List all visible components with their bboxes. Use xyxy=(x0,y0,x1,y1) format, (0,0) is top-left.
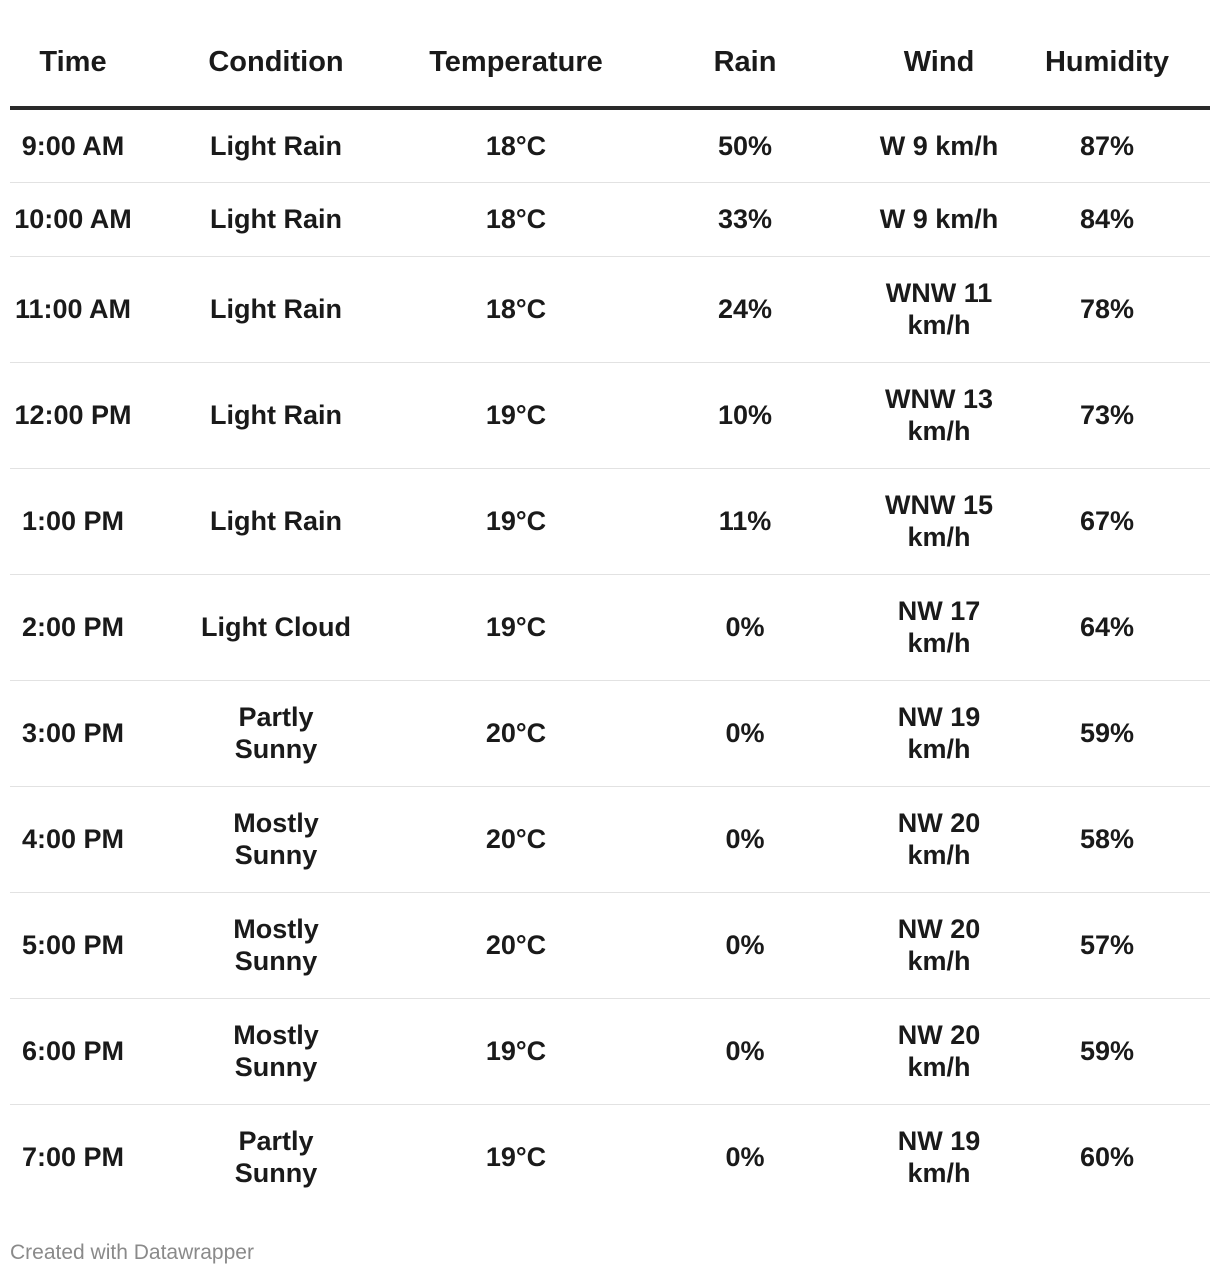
condition-cell: Light Rain xyxy=(136,182,416,256)
humidity-cell: 64% xyxy=(1004,574,1210,680)
humidity-cell: 59% xyxy=(1004,998,1210,1104)
table-row xyxy=(10,108,1210,182)
condition-cell: Light Rain xyxy=(136,468,416,574)
humidity-cell: 67% xyxy=(1004,468,1210,574)
table-row xyxy=(10,680,1210,786)
wind-cell: NW 19 km/h xyxy=(897,1126,981,1189)
temperature-cell: 20°C xyxy=(416,892,616,998)
time-cell: 6:00 PM xyxy=(10,998,136,1104)
temperature-cell: 18°C xyxy=(416,108,616,182)
wind-cell: WNW 13 km/h xyxy=(874,362,1004,468)
table-row xyxy=(10,362,1210,468)
wind-cell: W 9 km/h xyxy=(874,182,1004,256)
humidity-cell: 78% xyxy=(1004,256,1210,362)
rain-cell: 0% xyxy=(616,998,874,1104)
rain-cell: 11% xyxy=(616,468,874,574)
wind-cell: NW 17 km/h xyxy=(874,574,1004,680)
wind-cell: W 9 km/h xyxy=(874,108,1004,182)
condition-cell: Light Cloud xyxy=(136,574,416,680)
wind-cell: NW 20 km/h xyxy=(874,892,1004,998)
rain-cell: 0% xyxy=(725,1142,765,1173)
column-header-condition: Condition xyxy=(136,26,416,108)
humidity-cell: 59% xyxy=(1004,680,1210,786)
table-row xyxy=(10,786,1210,892)
wind-cell: NW 20 km/h xyxy=(874,998,1004,1104)
rain-cell: 0% xyxy=(616,892,874,998)
hourly-weather-table xyxy=(10,26,1210,1210)
humidity-cell: 60% xyxy=(1079,1142,1135,1173)
time-cell: 2:00 PM xyxy=(10,574,136,680)
time-cell: 11:00 AM xyxy=(10,256,136,362)
header-row xyxy=(10,26,1210,108)
temperature-cell: 20°C xyxy=(416,786,616,892)
temperature-cell: 18°C xyxy=(416,256,616,362)
rain-cell: 10% xyxy=(616,362,874,468)
datawrapper-credit: Created with Datawrapper xyxy=(10,1241,254,1264)
column-header-rain: Rain xyxy=(616,26,874,108)
time-cell: 7:00 PM xyxy=(21,1142,125,1173)
table-row xyxy=(10,892,1210,998)
humidity-cell: 58% xyxy=(1004,786,1210,892)
condition-cell: Mostly Sunny xyxy=(136,998,416,1104)
temperature-cell: 19°C xyxy=(485,1142,547,1173)
column-header-temperature: Temperature xyxy=(416,26,616,108)
wind-cell: NW 20 km/h xyxy=(874,786,1004,892)
temperature-cell: 19°C xyxy=(416,574,616,680)
table-row xyxy=(10,574,1210,680)
condition-cell: Mostly Sunny xyxy=(136,892,416,998)
rain-cell: 33% xyxy=(616,182,874,256)
table-row xyxy=(10,998,1210,1104)
time-cell: 3:00 PM xyxy=(10,680,136,786)
condition-cell: Mostly Sunny xyxy=(136,786,416,892)
table-row xyxy=(10,182,1210,256)
temperature-cell: 19°C xyxy=(416,468,616,574)
table-row xyxy=(10,1104,1210,1210)
time-cell: 12:00 PM xyxy=(10,362,136,468)
condition-cell: Partly Sunny xyxy=(234,1126,318,1189)
weather-table-container xyxy=(10,26,1210,1210)
temperature-cell: 19°C xyxy=(416,362,616,468)
humidity-cell: 73% xyxy=(1004,362,1210,468)
condition-cell: Light Rain xyxy=(136,108,416,182)
rain-cell: 0% xyxy=(616,786,874,892)
time-cell: 9:00 AM xyxy=(10,108,136,182)
condition-cell: Light Rain xyxy=(136,362,416,468)
time-cell: 10:00 AM xyxy=(10,182,136,256)
temperature-cell: 20°C xyxy=(416,680,616,786)
table-header xyxy=(10,26,1210,108)
column-header-time: Time xyxy=(10,26,136,108)
rain-cell: 50% xyxy=(616,108,874,182)
humidity-cell: 87% xyxy=(1004,108,1210,182)
time-cell: 4:00 PM xyxy=(10,786,136,892)
rain-cell: 24% xyxy=(616,256,874,362)
column-header-humidity: Humidity xyxy=(1004,26,1210,108)
time-cell: 5:00 PM xyxy=(10,892,136,998)
rain-cell: 0% xyxy=(616,574,874,680)
table-row xyxy=(10,256,1210,362)
humidity-cell: 57% xyxy=(1004,892,1210,998)
time-cell: 1:00 PM xyxy=(10,468,136,574)
column-header-wind: Wind xyxy=(874,26,1004,108)
condition-cell: Light Rain xyxy=(136,256,416,362)
rain-cell: 0% xyxy=(616,680,874,786)
table-row xyxy=(10,468,1210,574)
wind-cell: WNW 15 km/h xyxy=(874,468,1004,574)
humidity-cell: 84% xyxy=(1004,182,1210,256)
wind-cell: NW 19 km/h xyxy=(874,680,1004,786)
table-body xyxy=(10,108,1210,1210)
temperature-cell: 19°C xyxy=(416,998,616,1104)
wind-cell: WNW 11 km/h xyxy=(874,256,1004,362)
temperature-cell: 18°C xyxy=(416,182,616,256)
condition-cell: Partly Sunny xyxy=(136,680,416,786)
